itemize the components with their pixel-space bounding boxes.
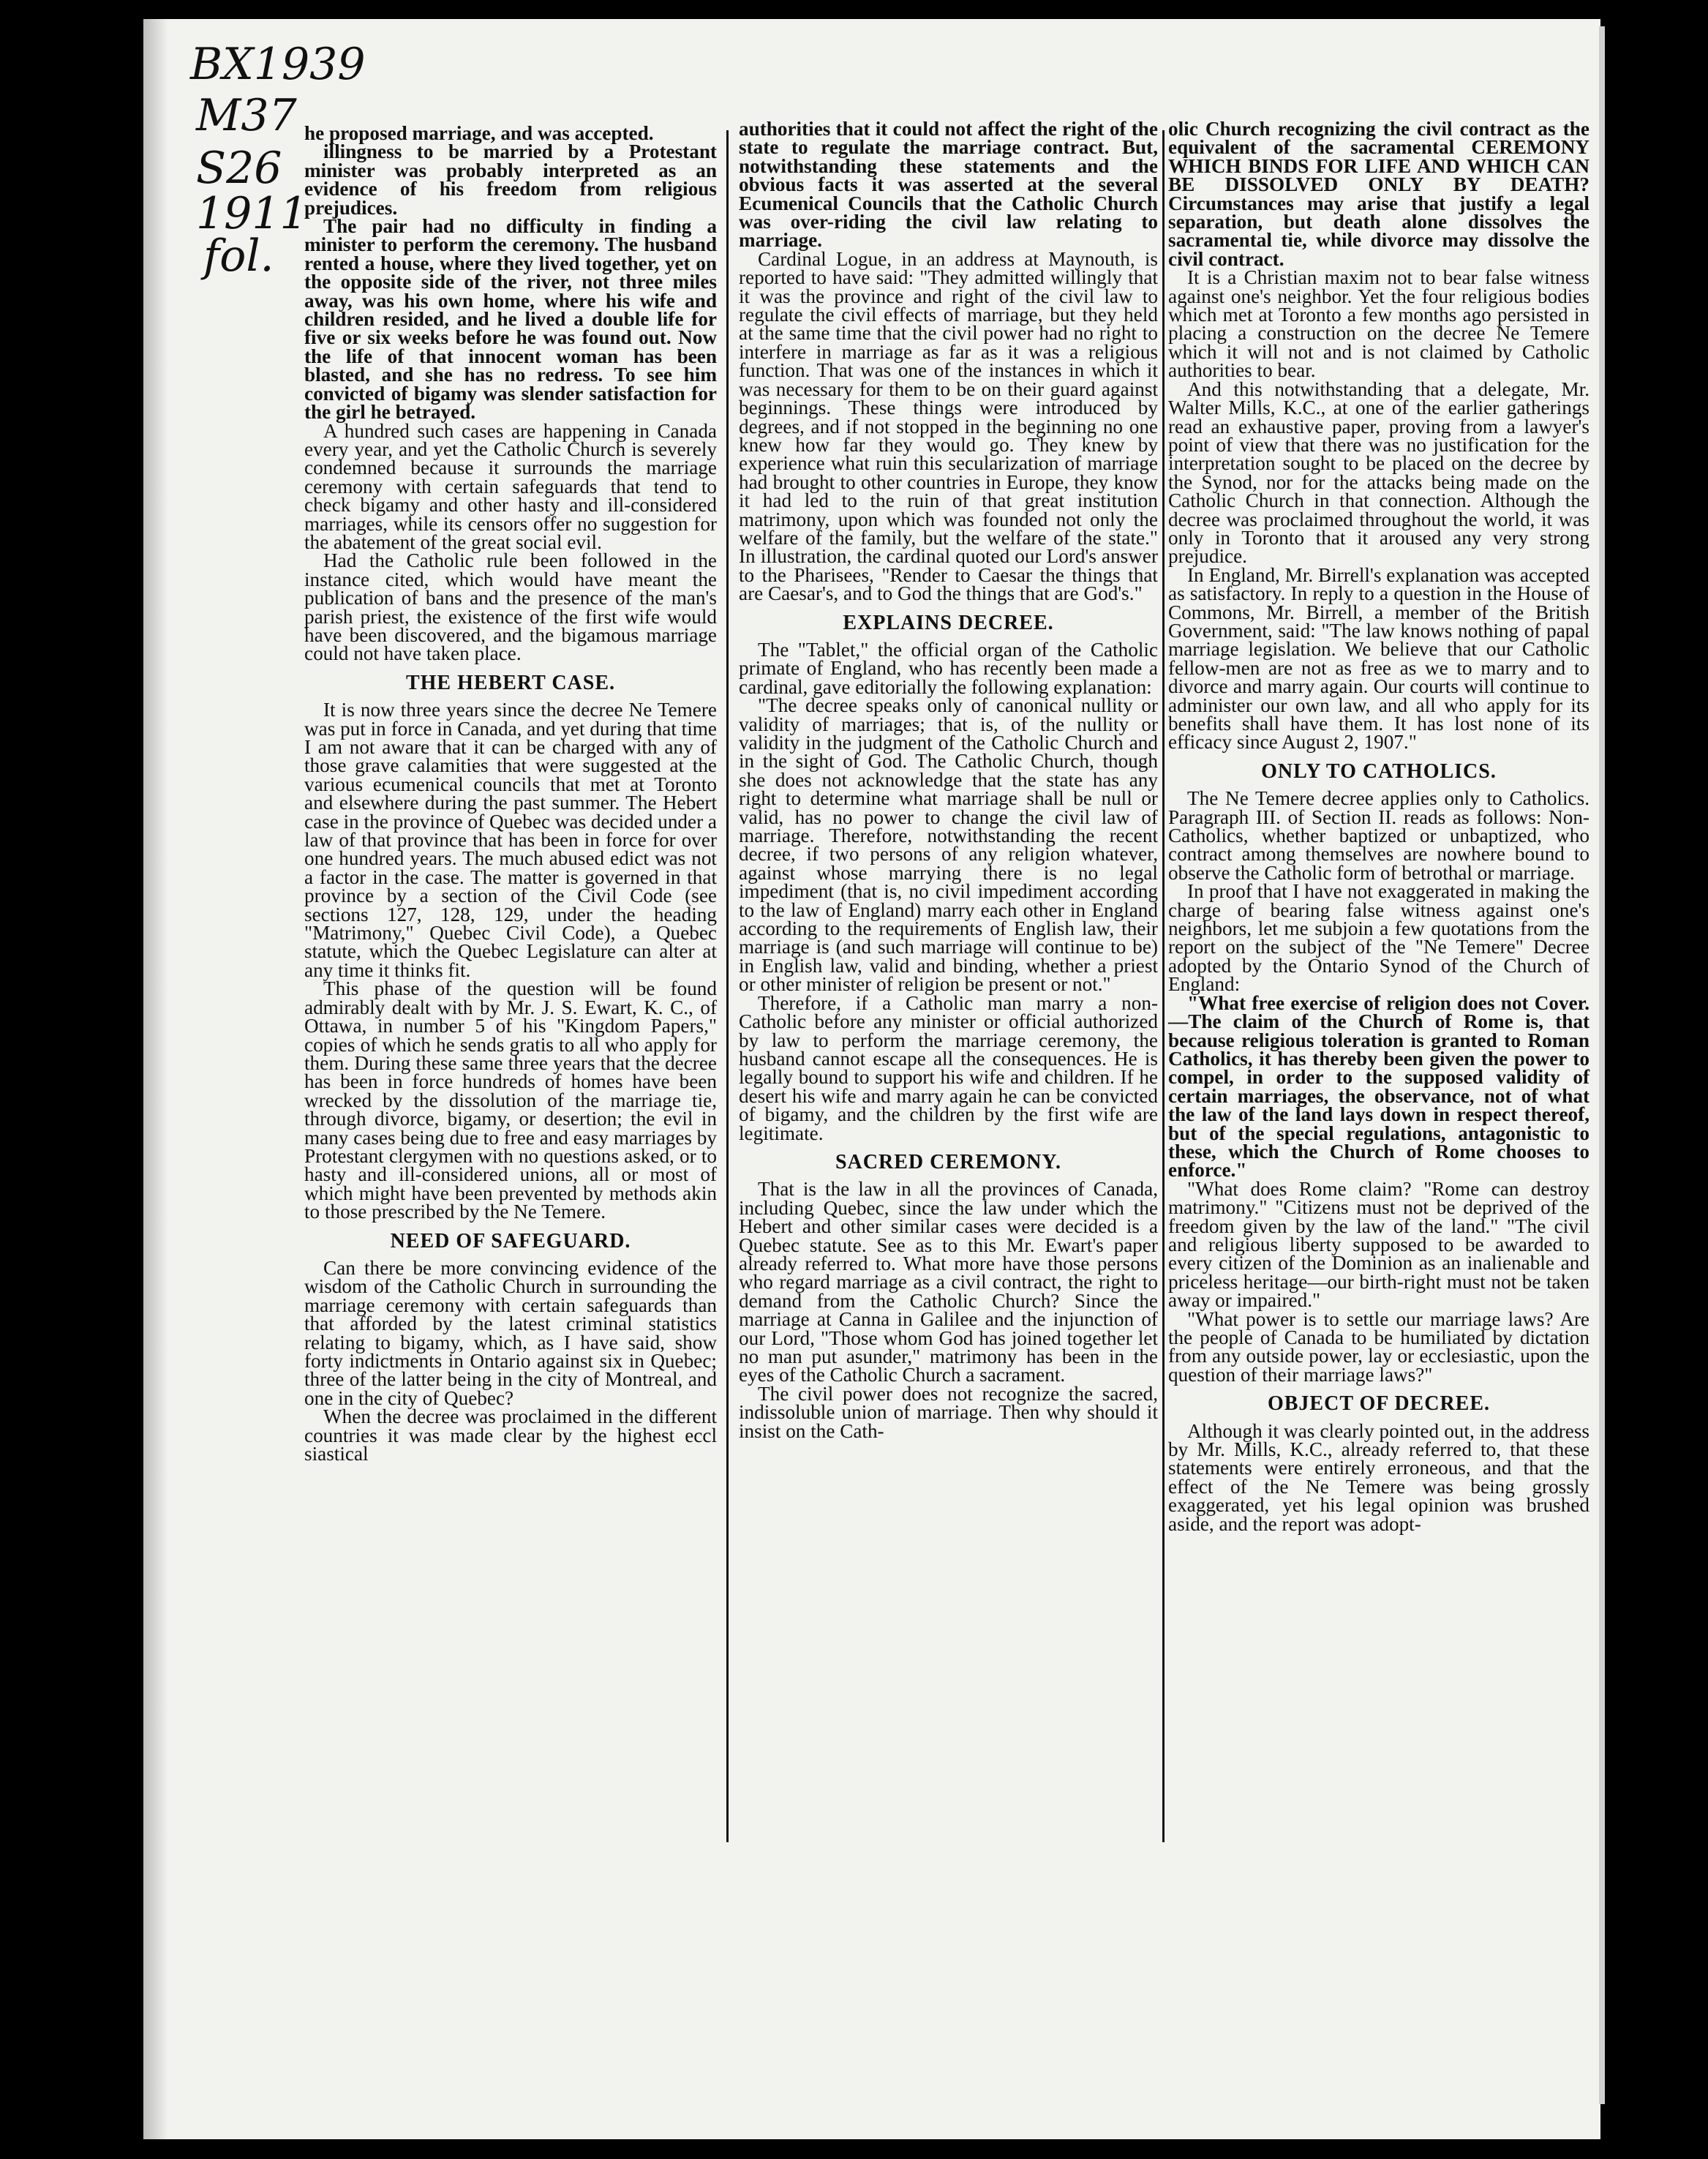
paragraph: Cardinal Logue, in an address at Maynouth, is reported to have said: "They admitted willingly that it was the province and right of the civil law to regulate the civil effects of marriage, but they held at the same time that the civil power had no right to interfere in marriage as far as it was a religious function. That was one of the instances in which it was necessary for them to be on their guard against beginnings. These things were introduced by degrees, and if not stopped in the beginning no one knew how far they would go. They knew by experience what ruin this secularization of marriage had brought to other countries in Europe, they know it had led to the ruin of that great institution matrimony, upon which was founded not only the welfare of the family, but the welfare of the state." In illustration, the cardinal quoted our Lord's answer to the Pharisees, "Render to Caesar the things that are Caesar's, and to God the things that are God's." [739,247,1158,605]
paragraph: "What free exercise of religion does not Cover.—The claim of the Church of Rome is, that because religious toleration is granted to Roman Catholics, it has thereby been given the power to compel, in order to the supposed validity of certain marriages, the observance, not of what the law of the land lays down in respect thereof, but of the special regulations, antagonistic to these, which the Church of Rome chooses to enforce." [1168,991,1590,1182]
column-divider [726,130,729,1842]
call-number-line3: S26 [196,143,282,194]
paragraph: And this notwithstanding that a delegate, Mr. Walter Mills, K.C., at one of the earlier gatherings read an exhaustive paper, proving from a lawyer's point of view that there was no justification for the interpretation sought to be placed on the decree by the Synod, nor for the attacks being made on the Catholic Church in that connection. Although the decree was proclaimed throughout the world, it was only in Toronto that it aroused any very strong prejudice. [1168,378,1590,568]
page-shadow [143,19,168,2139]
paragraph: "The decree speaks only of canonical nullity or validity of marriages; that is, of the nullity or validity in the judgment of the Catholic Church and in the sight of God. The Catholic Church, though she does not acknowledge that the state has any right to determine what marriage shall be null or valid, has no power to change the civil law of marriage. Therefore, notwithstanding the recent decree, if two persons of any religion whatever, against whose marrying there is no legal impediment (that is, no civil impediment according to the law of England) marry each other in England according to the requirements of English law, their marriage is (and such marriage will continue to be) in English law, valid and binding, whether a priest or other minister of religion be present or not." [739,694,1158,996]
paragraph: A hundred such cases are happening in Canada every year, and yet the Catholic Church is severely condemned because it surrounds the marriage ceremony with certain safeguards that tend to check bigamy and other hasty and ill-considered marriages, while its censors offer no suggestion for the abatement of the great social evil. [304,419,717,553]
section-heading: THE HEBERT CASE. [405,671,616,694]
section-heading: EXPLAINS DECREE. [843,611,1054,634]
paragraph: In England, Mr. Birrell's explanation was accepted as satisfactory. In reply to a question in the House of Commons, Mr. Birrell, a member of the British Government, said: "The law knows nothing of papal marriage legislation. We believe that our Catholic fellow-men are not as free as we to marry and to divorce and marry again. Our courts will continue to administer our own law, and all who apply for its benefits shall have them. It has lost none of its efficacy since August 2, 1907." [1168,563,1590,754]
article-column-3 [1168,120,1590,1533]
paragraph: olic Church recognizing the civil contract as the equivalent of the sacramental CEREMONY WHICH BINDS FOR LIFE AND WHICH CAN BE DISSOLVED ONLY BY DEATH? Circumstances may arise that justify a legal separation, but death alone dissolves the sacramental tie, while divorce may dissolve the civil contract. [1168,118,1590,270]
paragraph: This phase of the question will be found admirably dealt with by Mr. J. S. Ewart, K. C., of Ottawa, in number 5 of his "Kingdom Papers," copies of which he sends gratis to all who apply for them. During these same three years that the decree has been in force hundreds of homes have been wrecked by the dissolution of the marriage tie, through divorce, bigamy, or desertion; the evil in many cases being due to free and easy marriages by Protestant clergymen with no questions asked, or to hasty and ill-considered unions, all or most of which might have been prevented by methods akin to those prescribed by the Ne Temere. [304,977,717,1223]
paragraph: "What does Rome claim? "Rome can destroy matrimony." "Citizens must not be deprived of the freedom given by the law of the land." "The civil and religious liberty supposed to be awarded to every citizen of the Dominion as an inalienable and priceless heritage—our birth-right must not be taken away or impaired." [1168,1177,1590,1312]
section-heading: SACRED CEREMONY. [835,1150,1061,1174]
paragraph: It is a Christian maxim not to bear false witness against one's neighbor. Yet the four religious bodies which met at Toronto a few months ago persisted in placing a construction on the decree Ne Temere which it will not and is not claimed by Catholic authorities to bear. [1168,266,1590,382]
section-heading: NEED OF SAFEGUARD. [390,1229,631,1253]
paragraph: authorities that it could not affect the right of the state to regulate the marriage contract. But, notwithstanding these statements and the obvious facts it was asserted at the several Ecumenical Councils that the Catholic Church was over-riding the civil law relating to marriage. [739,118,1158,252]
paragraph: Therefore, if a Catholic man marry a non-Catholic before any minister or official authorized by law to perform the marriage ceremony, the husband cannot escape all the consequences. He is legally bound to support his wife and children. If he desert his wife and marry again he can be convicted of bigamy, and the children by the first wife are legitimate. [739,991,1158,1144]
call-number-line2: M37 [196,90,297,141]
call-number-line4: 1911 [196,188,308,239]
paragraph: Can there be more convincing evidence of the wisdom of the Catholic Church in surrounding the marriage ceremony with certain safeguards than that afforded by the latest criminal statistics relating to bigamy, which, as I have said, show forty indictments in Ontario against six in Quebec; three of the latter being in the city of Montreal, and one in the city of Quebec? [304,1256,717,1409]
paragraph: In proof that I have not exaggerated in making the charge of bearing false witness against one's neighbors, let me subjoin a few quotations from the report on the subject of the "Ne Temere" Decree adopted by the Ontario Synod of the Church of England: [1168,880,1590,996]
paragraph: The civil power does not recognize the sacred, indissoluble union of marriage. Then why should it insist on the Cath- [739,1382,1158,1442]
paragraph: Had the Catholic rule been followed in the instance cited, which would have meant the publication of bans and the presence of the man's parish priest, the existence of the first wife would have been discovered, and the bigamous marriage could not have taken place. [304,549,717,665]
paragraph: "What power is to settle our marriage laws? Are the people of Canada to be humiliated by dictation from any outside power, lay or ecclesiastic, upon the question of their marriage laws?" [1168,1307,1590,1386]
paragraph: The Ne Temere decree applies only to Catholics. Paragraph III. of Section II. reads as follows: Non-Catholics, whether baptized or unbaptized, who contract among themselves are nowhere bound to observe the Catholic form of betrothal or marriage. [1168,787,1590,884]
call-number-line5: fol. [203,230,274,282]
section-heading: ONLY TO CATHOLICS. [1261,759,1497,783]
paragraph: That is the law in all the provinces of Canada, including Quebec, since the law under which the Hebert and other similar cases were decided is a Quebec statute. See as to this Mr. Ewart's paper already referred to. What more have those persons who regard marriage as a civil contract, the right to demand from the Catholic Church? Since the marriage at Canna in Galilee and the injunction of our Lord, "Those whom God has joined together let no man put asunder," matrimony has been in the eyes of the Catholic Church a sacrament. [739,1178,1158,1386]
paragraph: Although it was clearly pointed out, in the address by Mr. Mills, K.C., already referred to, that these statements were entirely erroneous, and that the effect of the Ne Temere was being grossly exaggerated, yet his legal opinion was brushed aside, and the report was adopt- [1168,1419,1590,1535]
article-column-2 [739,120,1158,1441]
paragraph: The "Tablet," the official organ of the Catholic primate of England, who has recently been made a cardinal, gave editorially the following explanation: [739,638,1158,698]
paragraph: It is now three years since the decree Ne Temere was put in force in Canada, and yet during that time I am not aware that it can be charged with any of those grave calamities that were suggested at the various ecumenical councils that met at Toronto and elsewhere during the past summer. The Hebert case in the province of Quebec was decided under a law of that province that has been in force for over one hundred years. The much abused edict was not a factor in the case. The matter is governed in that province by a section of the Civil Code (see sections 127, 128, 129, under the heading "Matrimony," Quebec Civil Code), a Quebec statute, which the Quebec Legislature can alter at any time it thinks fit. [304,699,717,981]
article-column-1 [304,124,717,1463]
column-divider [1162,130,1165,1842]
page-edge [1599,26,1605,2104]
paragraph: When the decree was proclaimed in the different countries it was made clear by the highest eccl siastical [304,1405,717,1465]
paragraph: illingness to be married by a Protestant minister was probably interpreted as an evidence of his freedom from religious prejudices. [304,140,717,219]
section-heading: OBJECT OF DECREE. [1267,1392,1491,1416]
call-number-line1: BX1939 [190,39,366,90]
paragraph: The pair had no difficulty in finding a minister to perform the ceremony. The husband rented a house, where they lived together, yet on the opposite side of the river, not three miles away, was his own home, where his wife and children resided, and he lived a double life for five or six weeks before he was found out. Now the life of that innocent woman has been blasted, and she has no redress. To see him convicted of bigamy was slender satisfaction for the girl he betrayed. [304,215,717,424]
paragraph: he proposed marriage, and was accepted. [304,122,654,144]
